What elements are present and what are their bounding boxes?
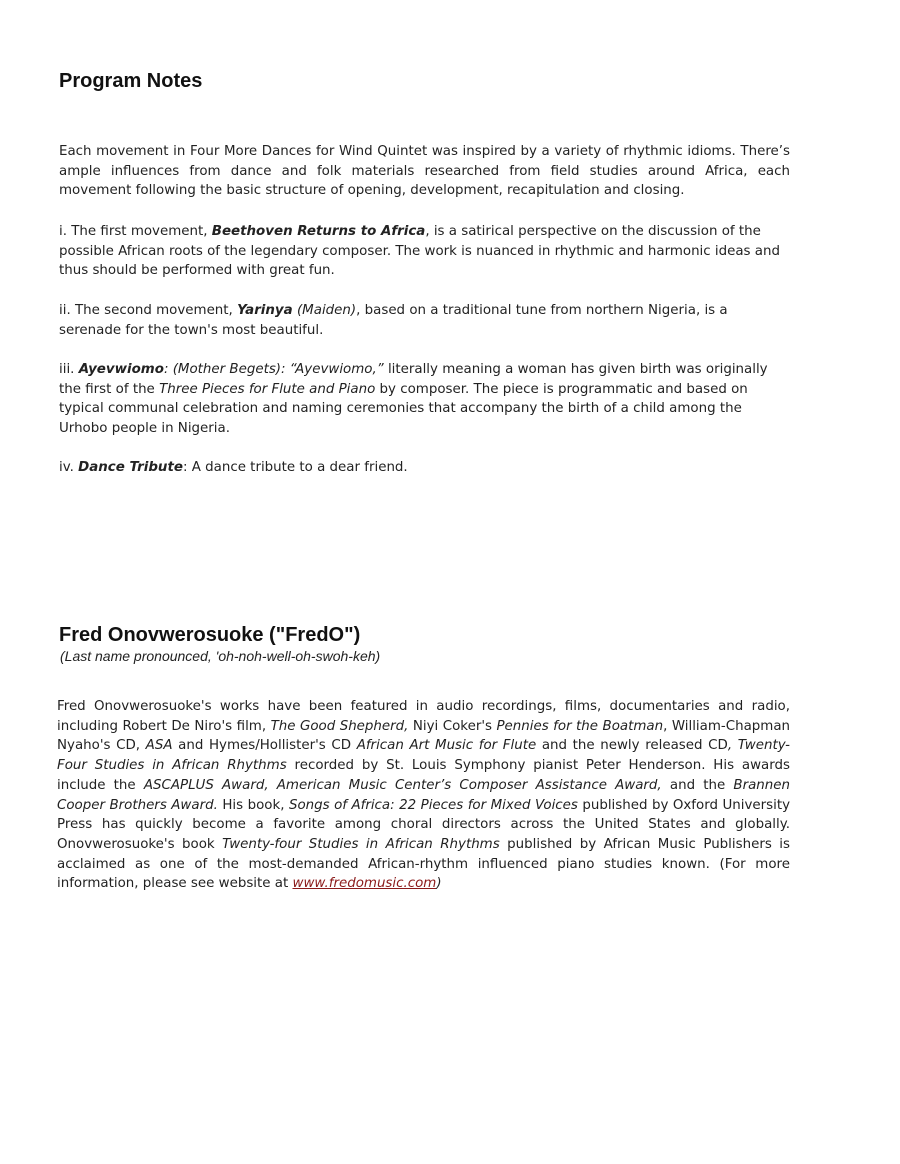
composer-bio — [57, 697, 790, 894]
bio-cd-flute: African Art Music for Flute — [356, 738, 537, 754]
movement-2-name: Yarinya — [237, 303, 293, 318]
movement-1-prefix: i. The first movement, — [59, 224, 212, 239]
bio-text-9: published by Oxford University Press has quickly become a favorite among choral directors across the United States and globally. Onovwerosuoke's book — [57, 797, 791, 852]
movement-3-subtitle: : (Mother Begets): “Ayevwiomo,” — [163, 362, 384, 377]
bio-book-songs: Songs of Africa: 22 Pieces for Mixed Voices — [288, 797, 578, 813]
bio-text-10: published by African Music Publishers is acclaimed as one of the most-demanded African-rhythm influenced piano studies known. (For more information, please see website at — [57, 836, 790, 892]
bio-documentary-title: Pennies for the Boatman — [496, 718, 664, 734]
movement-4-note — [59, 458, 790, 478]
bio-cd-studies: , Twenty-Four Studies in African Rhythms — [57, 738, 790, 774]
movement-2-prefix: ii. The second movement, — [59, 303, 238, 318]
bio-text-5: and the newly released CD — [536, 738, 728, 754]
bio-text-4: and Hymes/Hollister's CD — [172, 738, 357, 754]
movement-3-prefix: iii. — [59, 362, 79, 377]
movement-4-prefix: iv. — [59, 460, 79, 475]
movement-4-text: : A dance tribute to a dear friend. — [182, 460, 408, 475]
bio-text-1: Fred Onovwerosuoke's works have been featured in audio recordings, films, documentaries and radio, including Robert De Niro's film, — [57, 699, 790, 734]
bio-text-7: and the — [661, 777, 734, 793]
bio-film-title: The Good Shepherd, — [270, 718, 409, 734]
bio-cd-asa: ASA — [145, 738, 173, 754]
movement-3-work-title: Three Pieces for Flute and Piano — [159, 381, 376, 397]
bio-book-studies: Twenty-four Studies in African Rhythms — [222, 836, 500, 852]
program-notes-title: Program Notes — [59, 70, 203, 92]
bio-text-3: , William-Chapman Nyaho's CD, — [57, 718, 791, 754]
composer-bio-title: Fred Onovwerosuoke ("FredO") — [59, 624, 361, 646]
movement-2-text: , based on a traditional tune from northern Nigeria, is a serenade for the town's most beautiful. — [59, 303, 728, 338]
movement-1-note — [59, 222, 790, 281]
movement-4-name: Dance Tribute — [78, 460, 183, 475]
movement-2-note — [59, 301, 790, 340]
movement-3-name: Ayevwiomo — [78, 362, 164, 377]
bio-closing-paren: ) — [436, 876, 442, 892]
composer-pronunciation: (Last name pronounced, 'oh-noh-well-oh-swoh-keh) — [60, 648, 381, 664]
movement-1-text: , is a satirical perspective on the discussion of the possible African roots of the legendary composer. The work is nuanced in rhythmic and harmonic ideas and thus should be performed with great fun. — [59, 224, 780, 279]
bio-text-2: Niyi Coker's — [408, 718, 497, 734]
bio-text-6: recorded by St. Louis Symphony pianist Peter Henderson. His awards include the — [57, 758, 791, 793]
movement-3-text-b: by composer. The piece is programmatic and based on typical communal celebration and naming ceremonies that accompany the birth of a child among the Urhobo people in Nigeria. — [59, 381, 748, 437]
movement-3-note — [59, 360, 790, 439]
program-notes-intro: Each movement in Four More Dances for Wind Quintet was inspired by a variety of rhythmic idioms. There’s ample influences from dance and folk materials researched from field studies around Africa, each movement following the basic structure of opening, development, recapitulation and closing. — [59, 144, 790, 199]
website-link[interactable]: www.fredomusic.com — [292, 876, 437, 892]
bio-awards: ASCAPLUS Award, American Music Center’s Composer Assistance Award, — [143, 777, 662, 793]
movement-1-name: Beethoven Returns to Africa — [211, 224, 426, 239]
movement-2-subtitle: (Maiden) — [292, 303, 357, 318]
bio-text-8: His book, — [217, 797, 289, 813]
bio-award-brannen: Brannen Cooper Brothers Award. — [57, 777, 790, 813]
movement-3-text-a: literally meaning a woman has given birth was originally the first of the — [59, 362, 768, 397]
